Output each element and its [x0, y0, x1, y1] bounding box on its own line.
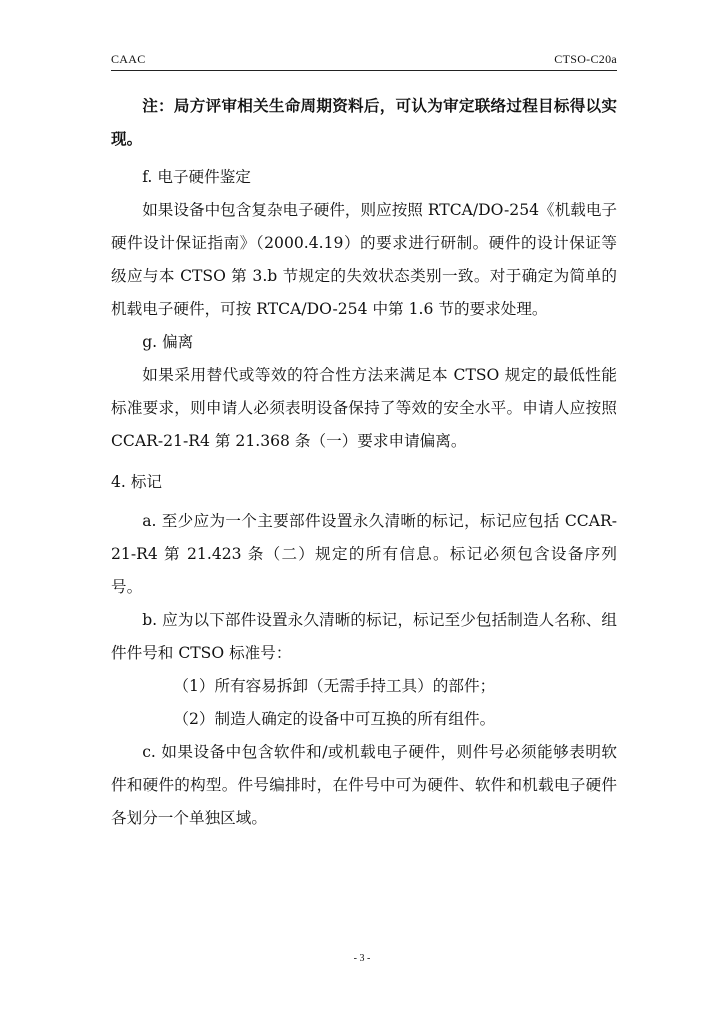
section-f-body: 如果设备中包含复杂电子硬件，则应按照 RTCA/DO-254《机载电子硬件设计保证指南》（2000.4.19）的要求进行研制。硬件的设计保证等级应与本 CTSO 第 3.b 节规定的失效状态类别一致。对于确定为简单的机载电子硬件，可按 RTCA/DO-254 中第 1.6 节的要求处理。: [111, 201, 618, 318]
note-paragraph: 注：局方评审相关生命周期资料后，可认为审定联络过程目标得以实现。: [111, 96, 617, 148]
section-g-body: 如果采用替代或等效的符合性方法来满足本 CTSO 规定的最低性能标准要求，则申请人必须表明设备保持了等效的安全水平。申请人应按照 CCAR-21-R4 第 21.368 条（一）要求申请偏离。: [111, 366, 617, 450]
header-divider: [111, 70, 617, 71]
document-body: [111, 89, 617, 835]
item-c-body: c. 如果设备中包含软件和/或机载电子硬件，则件号必须能够表明软件和硬件的构型。件号编排时，在件号中可为硬件、软件和机载电子硬件各划分一个单独区域。: [111, 743, 617, 827]
item-a-body: a. 至少应为一个主要部件设置永久清晰的标记，标记应包括 CCAR-21-R4 第 21.423 条（二）规定的所有信息。标记必须包含设备序列号。: [111, 512, 617, 596]
item-b-subitem-2: （2）制造人确定的设备中可互换的所有组件。: [173, 710, 496, 728]
section-f-title: f. 电子硬件鉴定: [142, 168, 251, 186]
section-g-title: g. 偏离: [142, 333, 194, 351]
header-doc-id: CTSO-C20a: [554, 52, 617, 66]
header-org: CAAC: [111, 52, 146, 66]
page-number: - 3 -: [353, 953, 371, 964]
item-b-subitem-1: （1）所有容易拆卸（无需手持工具）的部件；: [173, 677, 496, 695]
section-4-title: 4. 标记: [111, 473, 163, 491]
item-b-body: b. 应为以下部件设置永久清晰的标记，标记至少包括制造人名称、组件件号和 CTSO 标准号：: [111, 611, 617, 662]
